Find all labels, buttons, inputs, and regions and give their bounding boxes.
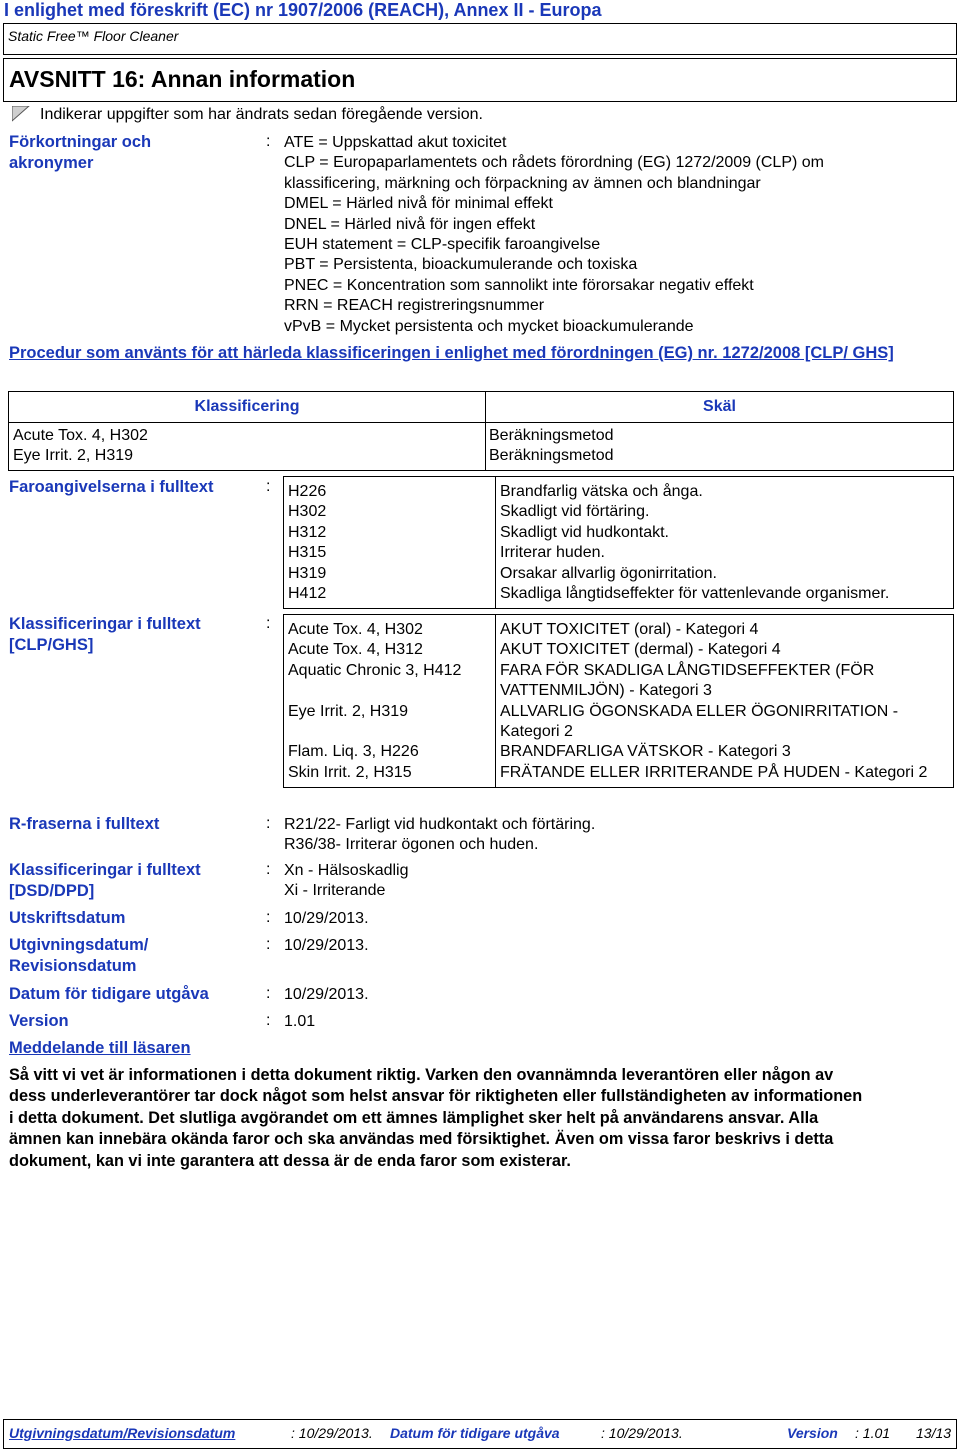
- column-header-reason: Skäl: [486, 392, 954, 423]
- clp-label-line: [CLP/GHS]: [9, 636, 94, 654]
- colon: :: [266, 936, 271, 953]
- hazard-text: Irriterar huden.: [500, 544, 605, 562]
- changed-triangle-icon: [12, 106, 30, 122]
- clp-text: BRANDFARLIGA VÄTSKOR - Kategori 3: [500, 743, 791, 761]
- hazard-text: Brandfarlig vätska och ånga.: [500, 483, 703, 500]
- clp-text: AKUT TOXICITET (oral) - Kategori 4: [500, 621, 759, 638]
- abbreviations-label-line: akronymer: [9, 154, 94, 172]
- table-row: [284, 477, 954, 609]
- dsd-item: Xn - Hälsoskadlig: [284, 862, 409, 879]
- reason-value: Beräkningsmetod: [489, 447, 614, 465]
- hazard-code: H319: [288, 564, 327, 582]
- footer-version-value: : 1.01: [855, 1425, 891, 1441]
- abbreviation-item: PNEC = Koncentration som sannolikt inte förorsakar negativ effekt: [284, 276, 754, 294]
- clp-code: Acute Tox. 4, H302: [288, 621, 423, 638]
- document-header: I enlighet med föreskrift (EC) nr 1907/2006 (REACH), Annex II - Europa: [4, 0, 602, 20]
- abbreviation-item: RRN = REACH registreringsnummer: [284, 297, 545, 315]
- clp-classifications-label: [9, 614, 201, 656]
- column-header-classification: Klassificering: [9, 392, 486, 423]
- abbreviations-label: [9, 132, 151, 174]
- footer-previous-label: Datum för tidigare utgåva: [390, 1425, 560, 1441]
- notice-line: dokument, kan vi inte garantera att dessa är de enda faror som existerar.: [9, 1151, 571, 1170]
- notice-text: [9, 1065, 862, 1172]
- notice-line: dess underleverantörer tar dock något som helst ansvar för riktigheten eller fullständigheten av informationen: [9, 1087, 863, 1106]
- footer-version-label: Version: [787, 1425, 838, 1441]
- hazard-code: H302: [288, 503, 327, 521]
- colon: :: [266, 985, 271, 1002]
- colon: :: [266, 909, 271, 926]
- previous-date-value: 10/29/2013.: [284, 986, 369, 1003]
- previous-date-label: Datum för tidigare utgåva: [9, 985, 209, 1003]
- r-phrase-item: R36/38- Irriterar ögonen och huden.: [284, 836, 539, 854]
- footer-issue-label: Utgivningsdatum/Revisionsdatum: [9, 1425, 236, 1441]
- clp-text: FRÄTANDE ELLER IRRITERANDE PÅ HUDEN - Kategori 2: [500, 763, 928, 781]
- clp-label-line: Klassificeringar i fulltext: [9, 615, 201, 633]
- hazard-text-cell: [496, 477, 954, 609]
- colon: :: [266, 861, 271, 878]
- abbreviation-item: klassificering, märkning och förpackning av ämnen och blandningar: [284, 174, 761, 192]
- colon: :: [266, 133, 271, 150]
- issue-date-label-line: Utgivningsdatum/: [9, 936, 149, 954]
- colon: :: [266, 478, 271, 495]
- footer-page-number: 13/13: [916, 1425, 952, 1441]
- hazard-code-cell: [284, 477, 496, 609]
- product-name: Static Free™ Floor Cleaner: [8, 28, 179, 44]
- clp-text: FARA FÖR SKADLIGA LÅNGTIDSEFFEKTER (FÖR VATTENMILJÖN) - Kategori 3: [500, 661, 875, 700]
- abbreviation-item: ATE = Uppskattad akut toxicitet: [284, 134, 507, 151]
- notice-label: Meddelande till läsaren: [9, 1039, 191, 1057]
- issue-date-label: [9, 935, 148, 977]
- print-date-label: Utskriftsdatum: [9, 909, 126, 927]
- r-phrases-list: [284, 815, 595, 856]
- abbreviation-item: CLP = Europaparlamentets och rådets förordning (EG) 1272/2009 (CLP) om: [284, 154, 824, 172]
- table-row: [284, 615, 954, 788]
- colon: :: [266, 615, 271, 632]
- abbreviation-item: PBT = Persistenta, bioackumulerande och toxiska: [284, 256, 638, 274]
- section-title: AVSNITT 16: Annan information: [9, 66, 356, 92]
- abbreviation-item: vPvB = Mycket persistenta och mycket bioackumulerande: [284, 317, 694, 335]
- dsd-classifications-list: [284, 861, 409, 902]
- clp-text: AKUT TOXICITET (dermal) - Kategori 4: [500, 641, 781, 659]
- clp-code: Skin Irrit. 2, H315: [288, 763, 412, 781]
- r-phrases-label: R-fraserna i fulltext: [9, 815, 160, 833]
- r-phrase-item: R21/22- Farligt vid hudkontakt och förtäring.: [284, 816, 596, 833]
- abbreviations-label-line: Förkortningar och: [9, 133, 152, 151]
- print-date-value: 10/29/2013.: [284, 910, 369, 927]
- reason-value: Beräkningsmetod: [489, 427, 614, 444]
- version-label: Version: [9, 1012, 69, 1030]
- hazard-statements-label: Faroangivelserna i fulltext: [9, 478, 214, 496]
- hazard-statements-table: [283, 476, 954, 609]
- clp-text: ALLVARLIG ÖGONSKADA ELLER ÖGONIRRITATION - Kategori 2: [500, 702, 899, 741]
- hazard-text: Orsakar allvarlig ögonirritation.: [500, 564, 717, 582]
- hazard-text: Skadliga långtidseffekter för vattenlevande organismer.: [500, 585, 890, 603]
- issue-date-label-line: Revisionsdatum: [9, 957, 137, 975]
- table-header-row: [9, 392, 954, 423]
- abbreviation-item: DNEL = Härled nivå för ingen effekt: [284, 215, 536, 233]
- classification-value: Acute Tox. 4, H302: [13, 427, 148, 444]
- clp-text-cell: [496, 615, 954, 788]
- table-row: [9, 423, 954, 471]
- clp-code: Flam. Liq. 3, H226: [288, 743, 419, 761]
- notice-line: ämnen kan innebära okända faror och ska användas med försiktighet. Även om vissa faror beskrivs i detta: [9, 1130, 834, 1149]
- dsd-label-line: [DSD/DPD]: [9, 882, 95, 900]
- version-value: 1.01: [284, 1013, 316, 1030]
- hazard-code: H315: [288, 544, 327, 562]
- dsd-label-line: Klassificeringar i fulltext: [9, 861, 201, 879]
- clp-code: Aquatic Chronic 3, H412: [288, 661, 462, 679]
- abbreviation-item: EUH statement = CLP-specifik faroangivelse: [284, 236, 601, 254]
- classification-cell: [9, 423, 486, 471]
- classification-value: Eye Irrit. 2, H319: [13, 447, 134, 465]
- issue-date-value: 10/29/2013.: [284, 937, 369, 954]
- abbreviation-item: DMEL = Härled nivå för minimal effekt: [284, 195, 553, 213]
- clp-classifications-table: [283, 614, 954, 788]
- clp-code: Acute Tox. 4, H312: [288, 641, 423, 659]
- procedure-table: [8, 391, 954, 471]
- hazard-text: Skadligt vid hudkontakt.: [500, 523, 669, 541]
- footer-issue-value: : 10/29/2013.: [291, 1425, 373, 1441]
- changed-note: Indikerar uppgifter som har ändrats sedan föregående version.: [40, 106, 483, 123]
- notice-line: i detta dokument. Det slutliga avgörandet om ett ämnes lämplighet sker helt på användarens ansvar. Alla: [9, 1108, 819, 1127]
- abbreviations-list: [284, 133, 824, 337]
- hazard-code: H226: [288, 483, 327, 500]
- procedure-heading: Procedur som använts för att härleda klassificeringen i enlighet med förordningen (EG) nr. 1272/2008 [CLP/ GHS]: [9, 344, 894, 362]
- hazard-code: H312: [288, 523, 327, 541]
- dsd-item: Xi - Irriterande: [284, 882, 386, 900]
- colon: :: [266, 815, 271, 832]
- footer-previous-value: : 10/29/2013.: [601, 1425, 683, 1441]
- notice-line: Så vitt vi vet är informationen i detta dokument riktig. Varken den ovannämnda leverantören eller någon av: [9, 1066, 834, 1084]
- dsd-classifications-label: [9, 860, 201, 902]
- clp-code: Eye Irrit. 2, H319: [288, 702, 409, 720]
- clp-code-cell: [284, 615, 496, 788]
- colon: :: [266, 1012, 271, 1029]
- hazard-code: H412: [288, 585, 327, 603]
- reason-cell: [486, 423, 954, 471]
- hazard-text: Skadligt vid förtäring.: [500, 503, 650, 521]
